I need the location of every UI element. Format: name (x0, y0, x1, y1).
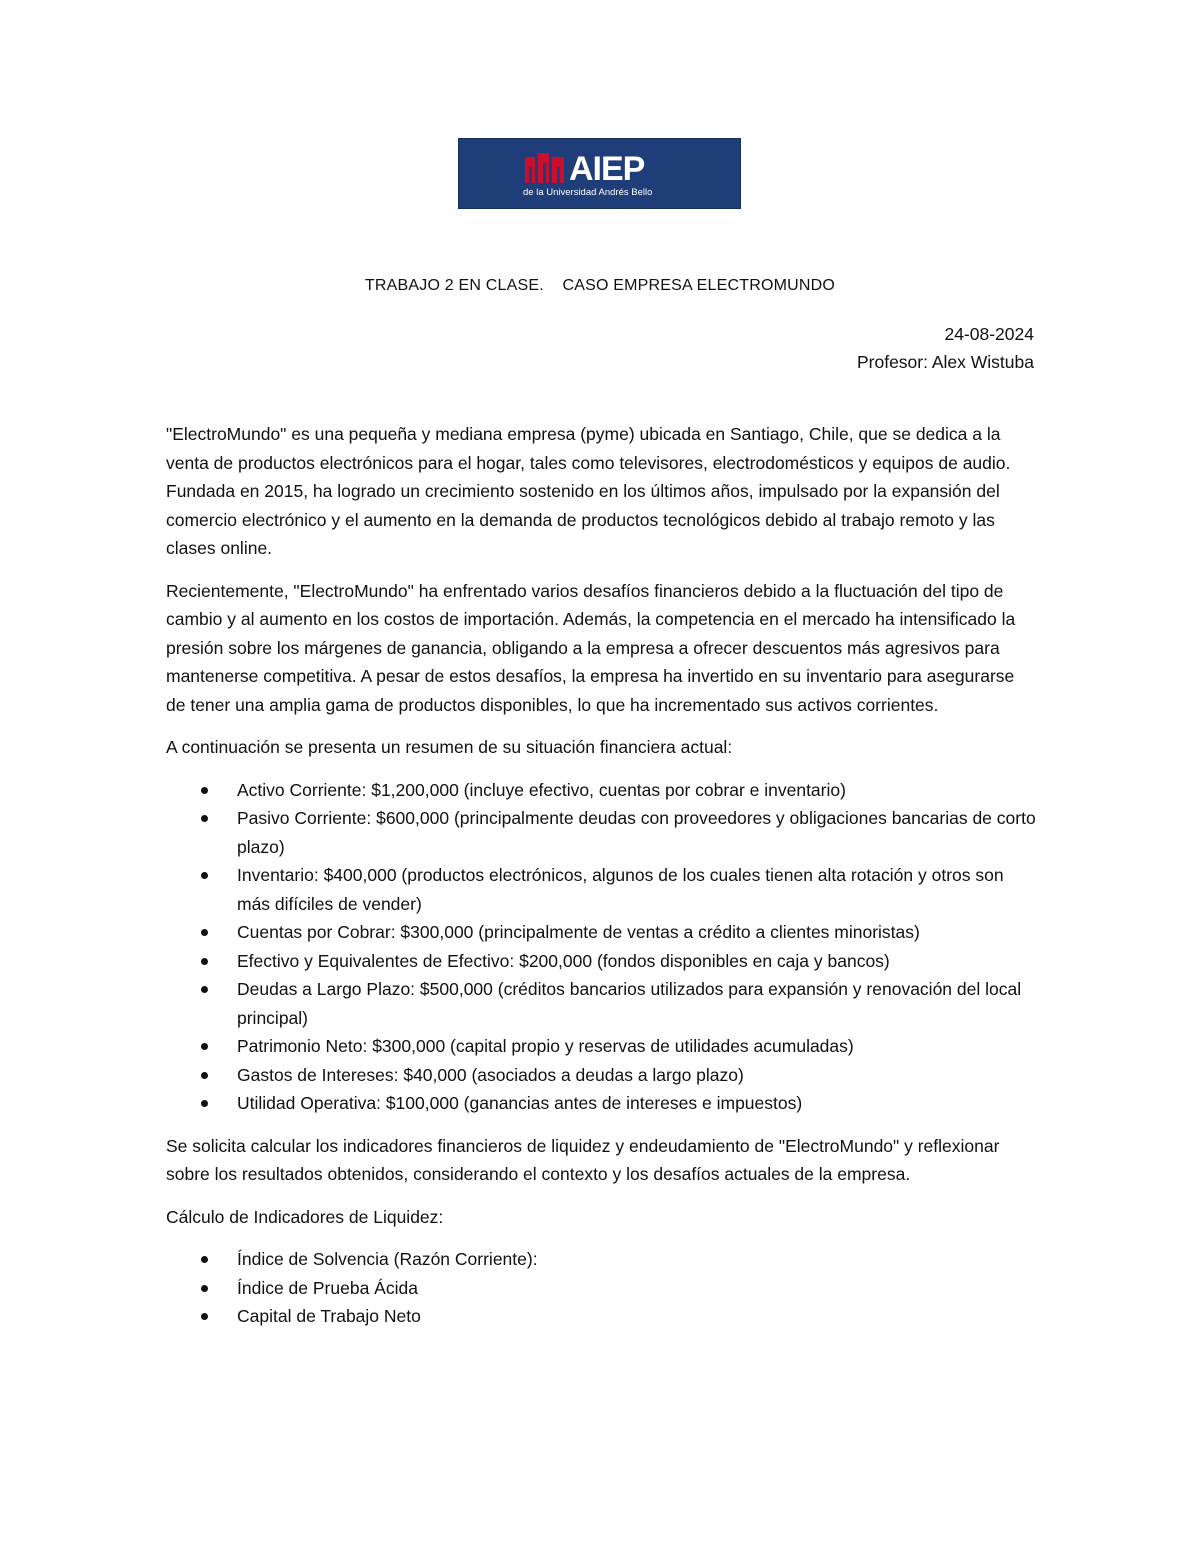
bullet-icon (201, 872, 208, 879)
bullet-icon (201, 815, 208, 822)
list-item (166, 1274, 1036, 1303)
bullet-icon (201, 1072, 208, 1079)
header-info (857, 320, 1034, 376)
list-item (166, 1302, 1036, 1331)
list-item-text: Inventario: $400,000 (productos electrónicos, algunos de los cuales tienen alta rotación y otros son más difíciles de vender) (237, 865, 1004, 914)
aiep-logo (458, 138, 741, 209)
list-item-text: Índice de Prueba Ácida (237, 1277, 418, 1298)
list-item (166, 918, 1036, 947)
list-item (166, 804, 1036, 861)
list-item-text: Cuentas por Cobrar: $300,000 (principalmente de ventas a crédito a clientes minoristas) (237, 922, 920, 942)
list-item (166, 1089, 1036, 1118)
bullet-icon (201, 1256, 208, 1263)
list-item-text: Efectivo y Equivalentes de Efectivo: $200,000 (fondos disponibles en caja y bancos) (237, 950, 890, 971)
list-item-text: Capital de Trabajo Neto (237, 1306, 421, 1326)
bullet-icon (201, 1043, 208, 1050)
document-body (166, 420, 1036, 1345)
document-date: 24-08-2024 (944, 324, 1034, 344)
bullet-icon (201, 1100, 208, 1107)
list-item-text: Activo Corriente: $1,200,000 (incluye efectivo, cuentas por cobrar e inventario) (237, 779, 846, 800)
document-title: TRABAJO 2 EN CLASE. CASO EMPRESA ELECTROMUNDO (364, 277, 836, 294)
list-item-text: Deudas a Largo Plazo: $500,000 (créditos bancarios utilizados para expansión y renovación del local principal) (237, 979, 1022, 1028)
request-paragraph: Se solicita calcular los indicadores financieros de liquidez y endeudamiento de "ElectroMundo" y reflexionar sobre los resultados obtenidos, considerando el contexto y los desafíos actuales de la empresa. (166, 1135, 1000, 1184)
list-item (166, 947, 1036, 976)
bullet-icon (201, 958, 208, 965)
professor-name: Profesor: Alex Wistuba (856, 352, 1034, 372)
logo-tagline: de la Universidad Andrés Bello (523, 187, 653, 198)
intro-paragraph-2: Recientemente, "ElectroMundo" ha enfrentado varios desafíos financieros debido a la fluctuación del tipo de cambio y al aumento en los costos de importación. Además, la competencia en el mercado ha intensificado la presión sobre los márgenes de ganancia, obligando a la empresa a ofrecer descuentos más agresivos para mantenerse competitiva. A pesar de estos desafíos, la empresa ha invertido en su inventario para asegurarse de tener una amplia gama de productos disponibles, lo que ha incrementado sus activos corrientes. (166, 580, 1016, 715)
list-item (166, 1245, 1036, 1274)
list-item-text: Utilidad Operativa: $100,000 (ganancias antes de intereses e impuestos) (237, 1093, 803, 1113)
list-item (166, 1061, 1036, 1090)
bullet-icon (201, 1285, 208, 1292)
liquidity-indicators-list (166, 1245, 1036, 1331)
list-item (166, 861, 1036, 918)
list-item-text: Patrimonio Neto: $300,000 (capital propio y reservas de utilidades acumuladas) (237, 1036, 854, 1056)
list-item-text: Pasivo Corriente: $600,000 (principalmente deudas con proveedores y obligaciones bancarias de corto plazo) (237, 808, 1036, 857)
list-item-text: Gastos de Intereses: $40,000 (asociados a deudas a largo plazo) (237, 1064, 744, 1085)
financial-summary-list (166, 776, 1036, 1118)
bullet-icon (201, 787, 208, 794)
summary-intro: A continuación se presenta un resumen de su situación financiera actual: (166, 737, 733, 757)
list-item (166, 776, 1036, 805)
list-item (166, 1032, 1036, 1061)
logo-brand-text: AIEP (569, 150, 645, 188)
bullet-icon (201, 986, 208, 993)
bullet-icon (201, 929, 208, 936)
list-item (166, 975, 1036, 1032)
bullet-icon (201, 1313, 208, 1320)
liquidity-heading: Cálculo de Indicadores de Liquidez: (166, 1206, 444, 1227)
list-item-text: Índice de Solvencia (Razón Corriente): (237, 1249, 538, 1269)
intro-paragraph-1: "ElectroMundo" es una pequeña y mediana empresa (pyme) ubicada en Santiago, Chile, que se dedica a la venta de productos electrónicos para el hogar, tales como televisores, electrodomésticos y equipos de audio. Fundada en 2015, ha logrado un crecimiento sostenido en los últimos años, impulsado por la expansión del comercio electrónico y el aumento en la demanda de productos tecnológicos debido al trabajo remoto y las clases online. (166, 424, 1011, 558)
